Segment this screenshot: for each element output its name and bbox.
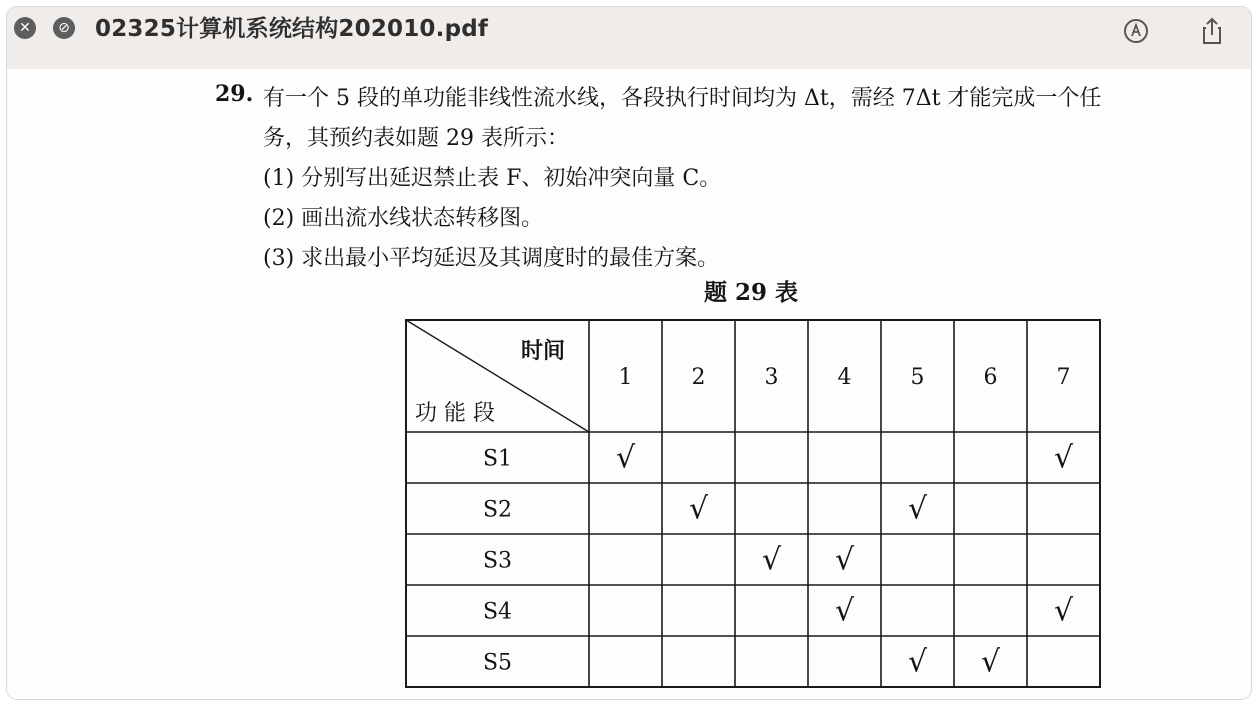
question-line-1: 有一个 5 段的单功能非线性流水线，各段执行时间均为 Δt，需经 7Δt 才能完成一个任 (263, 86, 1102, 111)
check-mark: √ (1053, 440, 1074, 476)
corner-label-time: 时间 (521, 338, 566, 364)
question-item-3: (3) 求出最小平均延迟及其调度时的最佳方案。 (263, 246, 720, 271)
row-label-s3: S3 (482, 548, 513, 574)
column-header-1: 1 (618, 365, 633, 390)
row-label-s2: S2 (482, 497, 513, 523)
column-header-7: 7 (1056, 365, 1071, 390)
check-mark: √ (907, 644, 928, 680)
check-mark: √ (688, 491, 709, 527)
pdf-page-content (7, 69, 1251, 699)
question-number: 29. (215, 81, 254, 107)
table-caption: 题 29 表 (704, 279, 799, 306)
row-label-s5: S5 (482, 650, 513, 676)
pdf-preview-window (7, 7, 1251, 699)
check-mark: √ (907, 491, 928, 527)
row-label-s4: S4 (482, 599, 513, 625)
share-icon[interactable] (1196, 15, 1228, 47)
column-header-5: 5 (910, 365, 925, 390)
question-line-2: 务，其预约表如题 29 表所示： (263, 126, 569, 151)
title-bar (7, 7, 1251, 70)
check-mark: √ (761, 542, 782, 578)
markup-icon[interactable] (1120, 15, 1152, 47)
reservation-table (7, 69, 1251, 699)
check-mark: √ (834, 593, 855, 629)
close-icon[interactable]: ✕ (14, 17, 36, 39)
check-mark: √ (1053, 593, 1074, 629)
window-title: 02325计算机系统结构202010.pdf (95, 16, 489, 42)
check-mark: √ (615, 440, 636, 476)
column-header-3: 3 (764, 365, 779, 390)
corner-label-stage: 功 能 段 (415, 401, 495, 426)
column-header-4: 4 (837, 365, 852, 390)
question-item-2: (2) 画出流水线状态转移图。 (263, 206, 544, 231)
check-mark: √ (980, 644, 1001, 680)
no-entry-icon[interactable]: ⊘ (53, 17, 75, 39)
question-item-1: (1) 分别写出延迟禁止表 F、初始冲突向量 C。 (263, 166, 722, 191)
column-header-6: 6 (983, 365, 998, 390)
row-label-s1: S1 (482, 446, 513, 472)
column-header-2: 2 (691, 365, 706, 390)
check-mark: √ (834, 542, 855, 578)
